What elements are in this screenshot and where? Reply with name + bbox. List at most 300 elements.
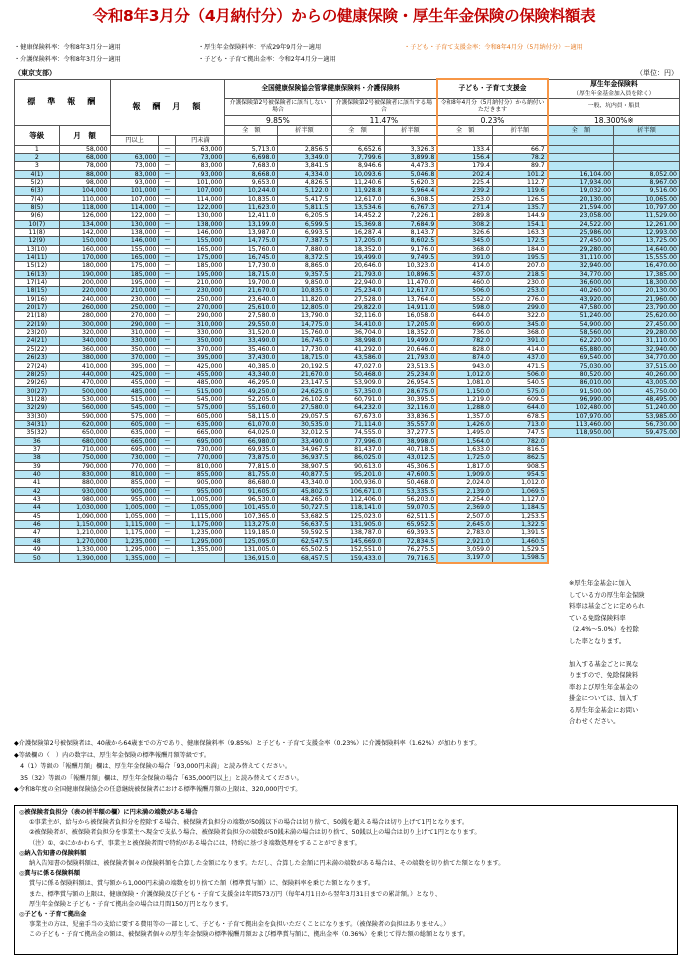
health-full-cell: 37,430.0 — [225, 354, 278, 362]
grade-cell: 38 — [15, 454, 60, 462]
health-half-cell: 6,205.5 — [278, 212, 331, 220]
to-cell: 395,000 — [176, 354, 225, 362]
tilde-cell: ～ — [159, 529, 176, 537]
care-full-cell: 81,437.0 — [331, 445, 384, 453]
grade-cell: 47 — [15, 529, 60, 537]
health-half-cell: 34,967.5 — [278, 445, 331, 453]
health-full-cell: 119,185.0 — [225, 529, 278, 537]
health-half-cell: 26,102.5 — [278, 395, 331, 403]
pension-header: 厚生年金保険料 （厚生年金基金加入員を除く） — [548, 79, 680, 98]
care-full-cell: 112,406.0 — [331, 495, 384, 503]
kids-full-cell: 874.0 — [437, 354, 492, 362]
with-care-rate: 11.47% — [331, 115, 437, 125]
tilde-cell: ～ — [159, 270, 176, 278]
pension-full-cell: 24,522.00 — [548, 220, 614, 228]
table-row — [15, 529, 680, 537]
care-full-cell: 14,452.2 — [331, 212, 384, 220]
kids-full-cell: 943.0 — [437, 362, 492, 370]
to-cell: 310,000 — [176, 320, 225, 328]
pension-fund-note-line: る厚生年金基金にお問い — [569, 706, 639, 714]
tilde-cell: ～ — [159, 320, 176, 328]
note-line: この子ども・子育て拠出金の額は、被保険者個々の厚生年金保険の標準報酬月額および標準賞与額に、拠出金率（0.36%）を乗じて得た額の総額となります。 — [29, 931, 469, 939]
pension-half-cell — [614, 462, 680, 470]
pension-fund-note-line: ※厚生年金基金に加入 — [569, 580, 631, 587]
with-care-header: 介護保険第2号被保険者に該当する場合 — [331, 98, 437, 115]
pension-fund-note-line — [569, 647, 681, 659]
care-rate-note: ・介護保険料率：令和8年3月分～適用 — [14, 56, 121, 63]
monthly-cell: 530,000 — [59, 395, 110, 403]
to-cell: 1,175,000 — [176, 520, 225, 528]
health-full-cell: 73,875.0 — [225, 454, 278, 462]
care-full-cell: 47,027.0 — [331, 362, 384, 370]
kids-half-cell: 253.0 — [493, 287, 548, 295]
pension-full-cell — [548, 153, 614, 161]
health-full-cell: 40,385.0 — [225, 362, 278, 370]
kids-half-cell: 1,598.5 — [493, 554, 548, 563]
pension-full-cell: 91,500.00 — [548, 387, 614, 395]
kids-full-cell: 1,633.0 — [437, 445, 492, 453]
monthly-cell: 590,000 — [59, 412, 110, 420]
care-full-cell: 19,499.0 — [331, 253, 384, 261]
from-cell: 455,000 — [110, 379, 159, 387]
kids-half-cell: 954.5 — [493, 470, 548, 478]
health-half-cell: 48,265.0 — [278, 495, 331, 503]
from-cell: 165,000 — [110, 253, 159, 261]
table-row — [15, 537, 680, 545]
pension-half-cell: 37,515.00 — [614, 362, 680, 370]
tilde-cell: ～ — [159, 228, 176, 236]
care-half-cell: 18,352.0 — [384, 329, 437, 337]
from-cell: 63,000 — [110, 153, 159, 161]
note-heading: ◎被保険者負担分（表の折半額の欄）に円未満の端数がある場合 — [19, 809, 198, 816]
pension-half-cell: 25,620.00 — [614, 312, 680, 320]
pension-full-cell — [548, 537, 614, 545]
care-half-cell: 5,046.8 — [384, 170, 437, 178]
pension-half-cell — [614, 546, 680, 554]
grade-cell: 24(21) — [15, 337, 60, 345]
kids-full-cell: 1,288.0 — [437, 404, 492, 412]
monthly-cell: 118,000 — [59, 203, 110, 211]
monthly-amount-header: 月 額 — [59, 125, 110, 145]
health-half-cell: 29,057.5 — [278, 412, 331, 420]
care-half-cell: 4,473.3 — [384, 162, 437, 170]
table-row — [15, 270, 680, 278]
care-full-cell: 86,025.0 — [331, 454, 384, 462]
care-half-cell: 5,620.3 — [384, 178, 437, 186]
monthly-cell: 58,000 — [59, 145, 110, 153]
from-cell: 695,000 — [110, 445, 159, 453]
pension-fund-note-line: （2.4%～5.0%）を控除 — [569, 626, 639, 633]
kids-half-cell: 345.0 — [493, 320, 548, 328]
pension-half-cell: 40,260.00 — [614, 370, 680, 378]
monthly-cell: 320,000 — [59, 329, 110, 337]
care-half-cell: 53,335.5 — [384, 487, 437, 495]
from-header: 円以上 — [110, 135, 159, 145]
kids-full-cell: 552.0 — [437, 295, 492, 303]
tilde-cell: ～ — [159, 504, 176, 512]
to-cell: 210,000 — [176, 279, 225, 287]
health-full-cell: 107,365.0 — [225, 512, 278, 520]
care-half-cell: 32,116.0 — [384, 404, 437, 412]
table-row — [15, 279, 680, 287]
care-half-cell: 7,226.1 — [384, 212, 437, 220]
care-half-cell: 23,513.5 — [384, 362, 437, 370]
pension-half-cell — [614, 520, 680, 528]
health-half-cell: 45,802.5 — [278, 487, 331, 495]
table-row — [15, 170, 680, 178]
full-amount-header: 全 額 — [225, 125, 278, 135]
rounding-notes-box — [14, 805, 678, 955]
grade-cell: 50 — [15, 554, 60, 563]
care-full-cell: 41,292.0 — [331, 345, 384, 353]
care-half-cell: 13,764.0 — [384, 295, 437, 303]
pension-full-cell — [548, 495, 614, 503]
care-half-cell: 10,323.0 — [384, 262, 437, 270]
care-full-cell: 74,555.0 — [331, 429, 384, 437]
kids-half-cell: 747.5 — [493, 429, 548, 437]
kids-full-cell: 1,495.0 — [437, 429, 492, 437]
kids-full-cell: 2,254.0 — [437, 495, 492, 503]
care-half-cell: 9,749.5 — [384, 253, 437, 261]
monthly-cell: 360,000 — [59, 345, 110, 353]
half-amount-header: 折半額 — [614, 125, 680, 135]
table-row — [15, 220, 680, 228]
table-row — [15, 379, 680, 387]
monthly-cell: 1,030,000 — [59, 504, 110, 512]
from-cell: 270,000 — [110, 312, 159, 320]
to-cell: 73,000 — [176, 153, 225, 161]
pension-full-cell: 27,450.00 — [548, 237, 614, 245]
kids-half-cell: 782.0 — [493, 437, 548, 445]
health-half-cell: 23,147.5 — [278, 379, 331, 387]
kids-full-cell: 414.0 — [437, 262, 492, 270]
to-cell: 455,000 — [176, 370, 225, 378]
health-half-cell: 11,820.0 — [278, 295, 331, 303]
kids-half-cell: 66.7 — [493, 145, 548, 153]
pension-full-cell — [548, 145, 614, 153]
pension-full-cell: 43,920.00 — [548, 295, 614, 303]
health-full-cell: 49,250.0 — [225, 387, 278, 395]
care-full-cell: 7,799.6 — [331, 153, 384, 161]
pension-half-cell: 8,052.00 — [614, 170, 680, 178]
health-full-cell: 12,411.0 — [225, 212, 278, 220]
no-care-rate: 9.85% — [225, 115, 331, 125]
kids-full-cell: 1,219.0 — [437, 395, 492, 403]
pension-half-cell: 15,555.00 — [614, 253, 680, 261]
health-rate-note: ・健康保険料率：令和8年3月分～適用 — [14, 44, 121, 51]
pension-sub-header: 一般、坑内員・船員 — [548, 98, 680, 115]
tilde-cell: ～ — [159, 354, 176, 362]
health-full-cell: 7,683.0 — [225, 162, 278, 170]
kids-half-cell: 163.3 — [493, 228, 548, 236]
monthly-cell: 680,000 — [59, 437, 110, 445]
care-full-cell: 12,617.0 — [331, 195, 384, 203]
tilde-cell: ～ — [159, 245, 176, 253]
pension-full-cell: 17,934.00 — [548, 178, 614, 186]
tilde-cell: ～ — [159, 429, 176, 437]
from-cell: 93,000 — [110, 178, 159, 186]
care-full-cell: 11,928.8 — [331, 187, 384, 195]
tilde-cell: ～ — [159, 420, 176, 428]
health-half-cell: 59,592.5 — [278, 529, 331, 537]
health-half-cell: 20,192.5 — [278, 362, 331, 370]
pension-full-cell — [548, 470, 614, 478]
from-cell: 955,000 — [110, 495, 159, 503]
pension-full-cell: 20,130.00 — [548, 195, 614, 203]
to-cell: 138,000 — [176, 220, 225, 228]
tilde-cell: ～ — [159, 462, 176, 470]
grade-cell: 8(5) — [15, 203, 60, 211]
monthly-cell: 142,000 — [59, 228, 110, 236]
care-full-cell: 64,232.0 — [331, 404, 384, 412]
to-cell: 515,000 — [176, 387, 225, 395]
tilde-cell: ～ — [159, 187, 176, 195]
table-row — [15, 287, 680, 295]
to-cell: 165,000 — [176, 245, 225, 253]
from-cell: 905,000 — [110, 487, 159, 495]
monthly-cell: 78,000 — [59, 162, 110, 170]
no-care-header: 介護保険第2号被保険者に該当しない場合 — [225, 98, 331, 115]
health-half-cell: 4,826.5 — [278, 178, 331, 186]
monthly-cell: 240,000 — [59, 295, 110, 303]
to-cell: 730,000 — [176, 445, 225, 453]
table-row — [15, 345, 680, 353]
tilde-cell: ～ — [159, 253, 176, 261]
tilde-cell: ～ — [159, 212, 176, 220]
kids-half-cell: 1,253.5 — [493, 512, 548, 520]
pension-half-cell: 17,385.00 — [614, 270, 680, 278]
from-cell: 155,000 — [110, 245, 159, 253]
table-row — [15, 395, 680, 403]
monthly-cell: 750,000 — [59, 454, 110, 462]
care-half-cell: 59,070.5 — [384, 504, 437, 512]
half-amount-header: 折半額 — [493, 125, 548, 135]
grade-cell: 35(32) — [15, 429, 60, 437]
table-row — [15, 504, 680, 512]
health-full-cell: 69,935.0 — [225, 445, 278, 453]
pension-half-cell: 32,940.00 — [614, 345, 680, 353]
pension-half-cell — [614, 495, 680, 503]
monthly-cell: 190,000 — [59, 270, 110, 278]
kids-support-sub-header: 令和8年4月分（5月納付分）から納付いただきます — [437, 98, 547, 115]
from-cell: 545,000 — [110, 404, 159, 412]
from-cell: 425,000 — [110, 370, 159, 378]
unit-label: （単位：円） — [636, 69, 678, 77]
health-full-cell: 14,775.0 — [225, 237, 278, 245]
full-amount-header: 全 額 — [331, 125, 384, 135]
to-cell: 605,000 — [176, 412, 225, 420]
grade-cell: 20(17) — [15, 304, 60, 312]
pension-full-cell: 54,900.00 — [548, 320, 614, 328]
pension-half-cell: 21,960.00 — [614, 295, 680, 303]
health-half-cell: 18,715.0 — [278, 354, 331, 362]
table-row — [15, 187, 680, 195]
pension-full-cell: 34,770.00 — [548, 270, 614, 278]
to-cell: 114,000 — [176, 195, 225, 203]
care-half-cell: 79,716.5 — [384, 554, 437, 563]
from-cell: 83,000 — [110, 170, 159, 178]
kids-full-cell: 202.4 — [437, 170, 492, 178]
health-half-cell: 10,835.0 — [278, 287, 331, 295]
pension-half-cell: 34,770.00 — [614, 354, 680, 362]
table-row — [15, 145, 680, 153]
pension-full-cell: 58,560.00 — [548, 329, 614, 337]
from-cell: 73,000 — [110, 162, 159, 170]
kids-full-cell: 736.0 — [437, 329, 492, 337]
monthly-cell: 260,000 — [59, 304, 110, 312]
care-half-cell: 69,393.5 — [384, 529, 437, 537]
pension-half-cell — [614, 512, 680, 520]
pension-rate: 18.300%※ — [548, 115, 680, 125]
grade-header: 等級 — [15, 125, 60, 145]
to-cell: 855,000 — [176, 470, 225, 478]
health-full-cell: 5,713.0 — [225, 145, 278, 153]
pension-rate-note: ・厚生年金保険料率：平成29年9月分～適用 — [198, 44, 322, 51]
care-half-cell: 7,684.9 — [384, 220, 437, 228]
pension-half-cell — [614, 153, 680, 161]
care-half-cell: 14,911.0 — [384, 304, 437, 312]
kids-full-cell: 1,817.0 — [437, 462, 492, 470]
to-cell: 635,000 — [176, 420, 225, 428]
pension-half-cell: 23,790.00 — [614, 304, 680, 312]
grade-cell: 30(27) — [15, 387, 60, 395]
pension-full-cell: 113,460.00 — [548, 420, 614, 428]
pension-half-cell: 31,110.00 — [614, 337, 680, 345]
grade-cell: 48 — [15, 537, 60, 545]
table-row — [15, 304, 680, 312]
care-full-cell: 6,652.6 — [331, 145, 384, 153]
tilde-cell: ～ — [159, 237, 176, 245]
monthly-cell: 620,000 — [59, 420, 110, 428]
from-cell: 635,000 — [110, 429, 159, 437]
kids-full-cell: 289.8 — [437, 212, 492, 220]
to-cell: 1,055,000 — [176, 504, 225, 512]
pension-full-cell: 21,594.00 — [548, 203, 614, 211]
kids-full-cell: 3,059.0 — [437, 546, 492, 554]
grade-cell: 16(13) — [15, 270, 60, 278]
grade-cell: 3 — [15, 162, 60, 170]
pension-full-cell: 32,940.00 — [548, 262, 614, 270]
health-full-cell: 6,698.0 — [225, 153, 278, 161]
monthly-cell: 300,000 — [59, 320, 110, 328]
pension-half-cell: 10,797.00 — [614, 203, 680, 211]
premium-table — [14, 78, 680, 564]
table-row — [15, 295, 680, 303]
to-cell: 63,000 — [176, 145, 225, 153]
care-half-cell: 47,600.5 — [384, 470, 437, 478]
care-half-cell: 76,275.5 — [384, 546, 437, 554]
from-cell: 605,000 — [110, 420, 159, 428]
to-cell: 230,000 — [176, 287, 225, 295]
monthly-cell: 340,000 — [59, 337, 110, 345]
tilde-cell: ～ — [159, 445, 176, 453]
care-full-cell: 152,551.0 — [331, 546, 384, 554]
kids-half-cell: 112.7 — [493, 178, 548, 186]
kids-full-cell: 1,012.0 — [437, 370, 492, 378]
to-cell: 955,000 — [176, 487, 225, 495]
from-cell: 1,235,000 — [110, 537, 159, 545]
health-full-cell: 25,610.0 — [225, 304, 278, 312]
table-row — [15, 245, 680, 253]
grade-cell: 10(7) — [15, 220, 60, 228]
from-cell: 485,000 — [110, 387, 159, 395]
tilde-cell: ～ — [159, 370, 176, 378]
table-row — [15, 512, 680, 520]
grade-cell: 2 — [15, 153, 60, 161]
health-half-cell: 30,535.0 — [278, 420, 331, 428]
grade-cell: 4(1) — [15, 170, 60, 178]
care-half-cell: 25,234.0 — [384, 370, 437, 378]
pension-full-cell — [548, 504, 614, 512]
kids-half-cell: 89.7 — [493, 162, 548, 170]
health-full-cell: 55,160.0 — [225, 404, 278, 412]
health-full-cell: 18,715.0 — [225, 270, 278, 278]
note-line: また、標準賞与額の上限は、健康保険・介護保険及び子ども・子育て支援金は年間573万円（毎年4月1日から翌年3月31日までの累計額。）となり、 — [29, 890, 442, 898]
monthly-cell: 98,000 — [59, 178, 110, 186]
grade-cell: 41 — [15, 479, 60, 487]
care-full-cell: 71,114.0 — [331, 420, 384, 428]
grade-cell: 26(23) — [15, 354, 60, 362]
pension-full-cell: 51,240.00 — [548, 312, 614, 320]
pension-full-cell: 80,520.00 — [548, 370, 614, 378]
to-cell: 485,000 — [176, 379, 225, 387]
kids-half-cell: 195.5 — [493, 253, 548, 261]
table-row — [15, 404, 680, 412]
table-row — [15, 320, 680, 328]
care-half-cell: 40,718.5 — [384, 445, 437, 453]
from-cell: 146,000 — [110, 237, 159, 245]
health-full-cell: 17,730.0 — [225, 262, 278, 270]
from-cell: 1,295,000 — [110, 546, 159, 554]
health-half-cell: 33,490.0 — [278, 437, 331, 445]
care-full-cell: 106,671.0 — [331, 487, 384, 495]
health-half-cell: 8,372.5 — [278, 253, 331, 261]
grade-cell: 27(24) — [15, 362, 60, 370]
note-line: 厚生年金保険と子ども・子育て拠出金の場合は月間150万円となります。 — [29, 900, 233, 908]
health-full-cell: 86,680.0 — [225, 479, 278, 487]
pension-full-cell: 65,880.00 — [548, 345, 614, 353]
pension-half-cell: 9,516.00 — [614, 187, 680, 195]
kids-half-cell: 78.2 — [493, 153, 548, 161]
health-half-cell: 12,805.0 — [278, 304, 331, 312]
health-full-cell: 52,205.0 — [225, 395, 278, 403]
care-full-cell: 38,998.0 — [331, 337, 384, 345]
care-full-cell: 60,791.0 — [331, 395, 384, 403]
grade-cell: 42 — [15, 487, 60, 495]
care-half-cell: 3,899.8 — [384, 153, 437, 161]
kids-full-cell: 2,507.0 — [437, 512, 492, 520]
table-row — [15, 362, 680, 370]
to-cell: 146,000 — [176, 228, 225, 236]
pension-half-cell: 12,261.00 — [614, 220, 680, 228]
table-row — [15, 546, 680, 554]
care-full-cell: 57,350.0 — [331, 387, 384, 395]
from-cell: 515,000 — [110, 395, 159, 403]
tilde-cell: ～ — [159, 170, 176, 178]
health-full-cell: 10,244.0 — [225, 187, 278, 195]
health-half-cell: 5,811.5 — [278, 203, 331, 211]
kids-half-cell: 276.0 — [493, 295, 548, 303]
table-row — [15, 412, 680, 420]
tilde-cell: ～ — [159, 304, 176, 312]
table-row — [15, 329, 680, 337]
kids-half-cell: 172.5 — [493, 237, 548, 245]
note-line: ①事業主が、給与から被保険者負担分を控除する場合、被保険者負担分の端数が50銭以下の場合は切り捨て、50銭を超える場合は切り上げて1円となります。 — [29, 819, 469, 827]
table-row — [15, 479, 680, 487]
health-half-cell: 6,993.5 — [278, 228, 331, 236]
care-full-cell: 125,023.0 — [331, 512, 384, 520]
kids-half-cell: 1,322.5 — [493, 520, 548, 528]
